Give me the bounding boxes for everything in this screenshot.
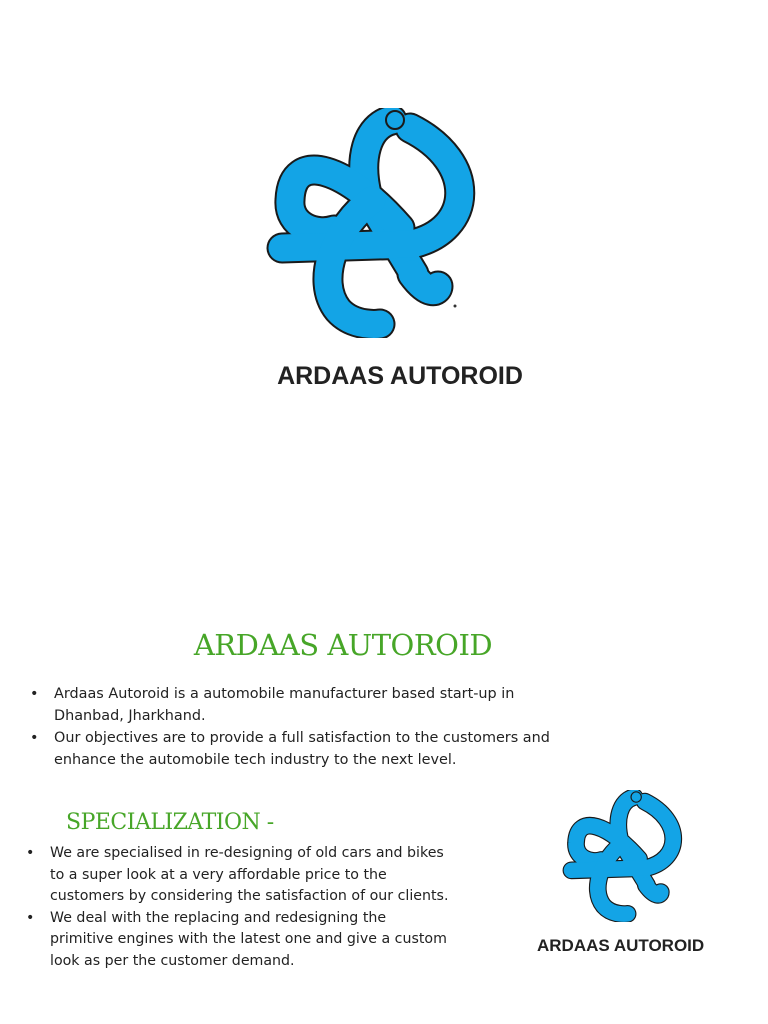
bullet-dot-icon: • xyxy=(26,909,35,926)
list-item xyxy=(30,727,574,771)
specialization-bullet-list xyxy=(26,843,450,973)
specialization-heading: SPECIALIZATION - xyxy=(66,810,274,835)
list-item-text: Our objectives are to provide a full satisfaction to the customers and enhance the automobile tech industry to the next level. xyxy=(54,730,550,768)
side-logo-caption: ARDAAS AUTOROID xyxy=(537,936,705,955)
list-item xyxy=(30,683,574,727)
list-item-text: Ardaas Autoroid is a automobile manufacturer based start-up in Dhanbad, Jharkhand. xyxy=(54,686,515,724)
bullet-dot-icon: • xyxy=(26,845,35,861)
bullet-dot-icon: • xyxy=(30,686,39,702)
section-title: ARDAAS AUTOROID xyxy=(193,628,493,662)
list-item xyxy=(26,843,450,908)
list-item-text: We deal with the replacing and redesigning the primitive engines with the latest one and give a custom look as per the customer demand. xyxy=(50,909,447,969)
list-item-text: We are specialised in re-designing of old cars and bikes to a super look at a very affordable price to the customers by considering the satisfaction of our clients. xyxy=(50,845,449,905)
list-item xyxy=(26,908,450,973)
brand-title: ARDAAS AUTOROID xyxy=(277,362,523,390)
bullet-dot-icon: • xyxy=(30,730,39,746)
side-logo-icon xyxy=(560,790,686,922)
intro-bullet-list xyxy=(30,683,574,771)
brand-logo-icon xyxy=(262,108,482,338)
